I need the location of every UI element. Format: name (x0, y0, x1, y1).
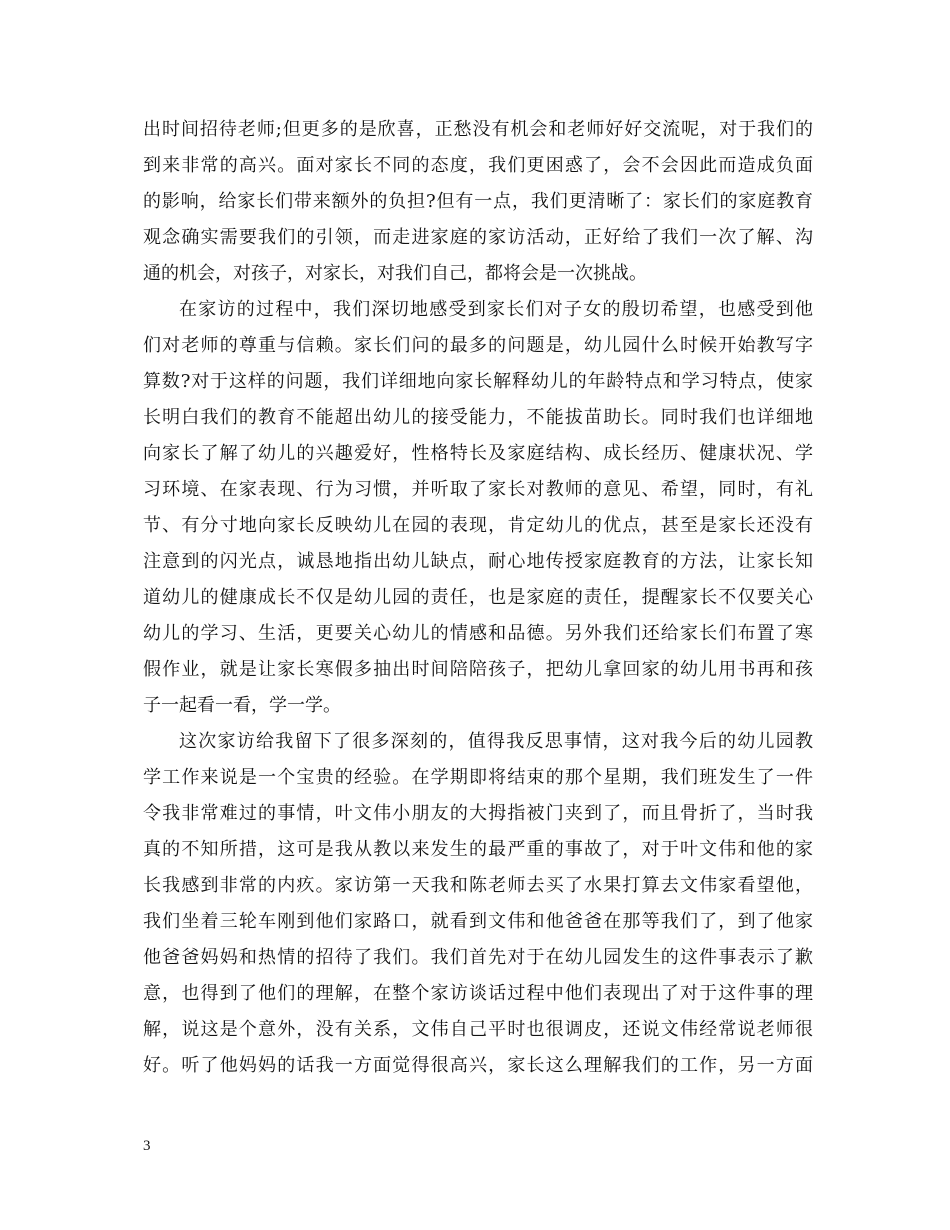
text-line: 注意到的闪光点，诚恳地指出幼儿缺点，耐心地传授家庭教育的方法，让家长知 (143, 551, 813, 572)
text-line: 子一起看一看，学一学。 (143, 695, 341, 716)
text-line: 观念确实需要我们的引领，而走进家庭的家访活动，正好给了我们一次了解、沟 (143, 227, 813, 248)
text-line: 道幼儿的健康成长不仅是幼儿园的责任，也是家庭的责任，提醒家长不仅要关心 (143, 587, 813, 608)
text-line: 向家长了解了幼儿的兴趣爱好，性格特长及家庭结构、成长经历、健康状况、学 (143, 443, 813, 464)
text-line: 解，说这是个意外，没有关系，文伟自己平时也很调皮，还说文伟经常说老师很 (143, 1019, 813, 1040)
text-line: 算数?对于这样的问题，我们详细地向家长解释幼儿的年龄特点和学习特点，使家 (143, 371, 813, 392)
paragraph (143, 292, 813, 724)
text-line: 假作业，就是让家长寒假多抽出时间陪陪孩子，把幼儿拿回家的幼儿用书再和孩 (143, 659, 813, 680)
text-line: 到来非常的高兴。面对家长不同的态度，我们更困惑了，会不会因此而造成负面 (143, 155, 813, 176)
text-line: 习环境、在家表现、行为习惯，并听取了家长对教师的意见、希望，同时，有礼 (143, 479, 813, 500)
text-line: 在家访的过程中，我们深切地感受到家长们对子女的殷切希望，也感受到他 (179, 299, 813, 320)
text-line: 们对老师的尊重与信赖。家长们问的最多的问题是，幼儿园什么时候开始教写字 (143, 335, 813, 356)
text-line: 好。听了他妈妈的话我一方面觉得很高兴，家长这么理解我们的工作，另一方面 (143, 1055, 813, 1076)
text-line: 令我非常难过的事情，叶文伟小朋友的大拇指被门夹到了，而且骨折了，当时我 (143, 803, 813, 824)
text-line: 学工作来说是一个宝贵的经验。在学期即将结束的那个星期，我们班发生了一件 (143, 767, 813, 788)
text-line: 意，也得到了他们的理解，在整个家访谈话过程中他们表现出了对于这件事的理 (143, 983, 813, 1004)
text-line: 的影响，给家长们带来额外的负担?但有一点，我们更清晰了：家长们的家庭教育 (143, 191, 813, 212)
document-body (143, 112, 813, 1084)
text-line: 长我感到非常的内疚。家访第一天我和陈老师去买了水果打算去文伟家看望他， (143, 875, 813, 896)
paragraph (143, 112, 813, 292)
text-line: 真的不知所措，这可是我从教以来发生的最严重的事故了，对于叶文伟和他的家 (143, 839, 813, 860)
text-line: 他爸爸妈妈和热情的招待了我们。我们首先对于在幼儿园发生的这件事表示了歉 (143, 947, 813, 968)
text-line: 通的机会，对孩子，对家长，对我们自己，都将会是一次挑战。 (143, 263, 647, 284)
text-line: 节、有分寸地向家长反映幼儿在园的表现，肯定幼儿的优点，甚至是家长还没有 (143, 515, 813, 536)
text-line: 长明白我们的教育不能超出幼儿的接受能力，不能拔苗助长。同时我们也详细地 (143, 407, 813, 428)
text-line: 我们坐着三轮车刚到他们家路口，就看到文伟和他爸爸在那等我们了，到了他家 (143, 911, 813, 932)
paragraph (143, 724, 813, 1084)
text-line: 幼儿的学习、生活，更要关心幼儿的情感和品德。另外我们还给家长们布置了寒 (143, 623, 813, 644)
page-number: 3 (143, 1138, 151, 1154)
text-line: 出时间招待老师;但更多的是欣喜，正愁没有机会和老师好好交流呢，对于我们的 (143, 119, 813, 140)
text-line: 这次家访给我留下了很多深刻的，值得我反思事情，这对我今后的幼儿园教 (179, 731, 813, 752)
